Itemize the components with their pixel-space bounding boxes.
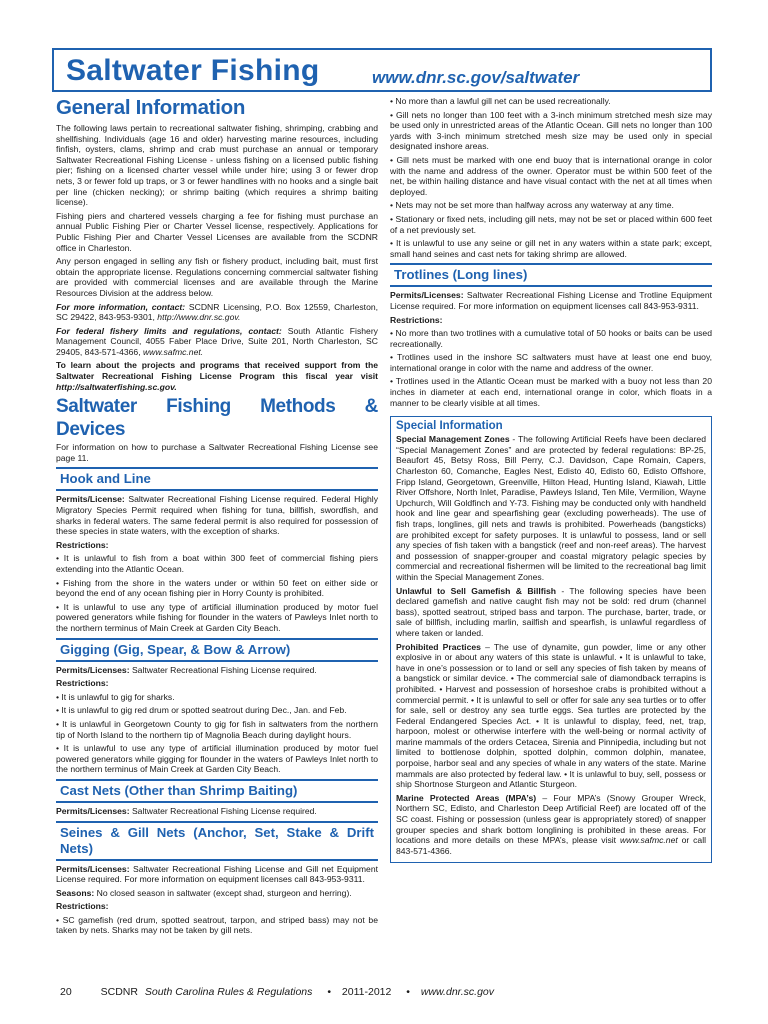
contact-label: For more information, contact: xyxy=(56,301,186,312)
permits-label: Permits/Licenses: xyxy=(56,805,130,816)
list-item: • Trotlines used in the Atlantic Ocean must be marked with a buoy not less than 20 inches in diameter at each end, international orange in color, which floats in a manner to be clearly visible at all times. xyxy=(390,376,712,408)
prohibited-label: Prohibited Practices xyxy=(396,641,481,652)
mpa-paragraph xyxy=(396,793,706,857)
section-title: Hook and Line xyxy=(60,471,151,487)
footer-bullet: • xyxy=(327,986,331,998)
federal-url-link[interactable]: www.safmc.net. xyxy=(142,346,204,357)
section-title: Seines & Gill Nets (Anchor, Set, Stake & Drift Nets) xyxy=(60,824,374,856)
federal-text: South Atlantic Fishery Management Council, 4055 Faber Place Drive, Suite 201, North Charleston, SC 29405, 843-571-4366, xyxy=(56,325,378,357)
list-item: • Stationary or fixed nets, including gill nets, may not be set or placed within 600 feet of a net previously set. xyxy=(390,213,712,235)
contact-text: SCDNR Licensing, P.O. Box 12559, Charleston, SC 29422, 843-953-9301, xyxy=(56,301,379,323)
list-item: • Trotlines used in the inshore SC saltwaters must have at least one end buoy, international orange in color with the name and address of the owner. xyxy=(390,352,712,373)
list-item: • It is unlawful to fish from a boat within 300 feet of commercial fishing piers extending into the Atlantic Ocean. xyxy=(56,553,378,574)
restrictions-label: Restrictions: xyxy=(56,539,109,550)
methods-heading: Saltwater Fishing Methods & Devices xyxy=(56,396,378,441)
mpa-text: – Four MPA’s (Snowy Grouper Wreck, Northern SC, Edisto, and Charleston Deep Artificial Reef) are located off of the SC coast. Fishing or possession (unless gear is appropriately stored) of snapper grouper species and shark bottom longlining is prohibited in these areas. For locations and more details on these MPA’s, please visit xyxy=(396,792,706,846)
footer-website-link[interactable]: www.dnr.sc.gov xyxy=(420,986,495,998)
list-item: • It is unlawful to use any type of artificial illumination produced by motor fuel powered generators while fishing for flounder in the waters of Pawleys Inlet north to the northern terminus of Main Creek at Garden City Beach. xyxy=(56,601,378,633)
methods-note: For information on how to purchase a Saltwater Recreational Fishing License see page 11. xyxy=(56,442,378,463)
special-information-title: Special Information xyxy=(396,420,503,433)
mpa-url-link[interactable]: www.safmc.net xyxy=(619,835,678,846)
footer-bullet: • xyxy=(406,986,410,998)
left-column xyxy=(56,96,378,939)
restrictions-label: Restrictions: xyxy=(390,314,443,325)
list-item: • Fishing from the shore in the waters under or within 50 feet on either side or beyond the end of any ocean fishing pier in Horry County is prohibited. xyxy=(56,577,378,599)
permits-paragraph xyxy=(56,864,378,885)
section-header-gigging xyxy=(56,638,378,662)
header-banner xyxy=(52,48,712,92)
page-number: 20 xyxy=(60,986,72,998)
permits-label: Permits/Licenses: xyxy=(56,863,130,874)
general-paragraph: Any person engaged in selling any fish or fishery product, including bait, must first obtain the appropriate license. Regulations concerning commercial saltwater fishing are provided with commercial licenses and are available through the Marine Resources Division at the address below. xyxy=(56,256,378,298)
seasons-text: No closed season in saltwater (except shad, sturgeon and herring). xyxy=(94,887,352,898)
mpa-end-text: or call 843-571-4366. xyxy=(396,835,707,856)
list-item: • It is unlawful to gig for sharks. xyxy=(56,691,175,702)
smz-label: Special Management Zones xyxy=(396,434,510,445)
list-item: • Gill nets must be marked with one end buoy that is international orange in color with the name and address of the owner. Operator must be within 500 feet of the net, be within hailing distance and have visual contact with the net at all times when deployed. xyxy=(390,154,712,197)
list-item: • It is unlawful to use any seine or gill net in any waters within a state park; except, small hand seines and cast nets for taking shrimp are allowed. xyxy=(390,238,712,259)
list-item: • No more than a lawful gill net can be used recreationally. xyxy=(390,96,611,106)
list-item: • Gill nets no longer than 100 feet with a 3-inch minimum stretched mesh size may be used only in unrestricted areas of the Atlantic Ocean. Gill nets no longer than 100 yards with 3-inch minimum stretched mesh size may be used only in special designated inshore areas. xyxy=(390,109,712,152)
seasons-label: Seasons: xyxy=(56,887,95,898)
mpa-label: Marine Protected Areas (MPA’s) xyxy=(396,792,537,803)
learn-url-link[interactable]: http://saltwaterfishing.sc.gov. xyxy=(56,381,177,392)
permits-paragraph xyxy=(56,494,378,536)
permits-paragraph xyxy=(390,290,712,311)
prohibited-text: – The use of dynamite, gun powder, lime or any other explosive in or about any waters of this state is unlawful. • It is unlawful to take, have in one’s possession or to land or sell any species of fish taken by means of a bangstick or similar device. • The commercial sale of diamondback terrapins is prohibited. • Harvest and possession of horseshoe crabs is prohibited without a commercial permit. • It is unlawful to sell or offer for sale any sea turtles or to offer for sale, sell or destroy any sea turtle eggs. Sea turtles are protected by the Federal Endangered Species Act. • It is unlawful to display, feed, net, trap, harpoon, molest or otherwise interfere with the well-being or normal activity of marine mammals of the orders Cetacea, Sirenia and Pinnipedia, including but not limited to bottlenose dolphin, spotted dolphin, common dolphin, manatee, porpoise, harbor seal and any species of whale in any waters of the state. Marine mammals are also protected by federal law. • It is unlawful to buy, sell, possess or ship Shortnose Sturgeon and Atlantic Sturgeon. xyxy=(396,641,706,790)
list-item: • Nets may not be set more than halfway across any waterway at any time. xyxy=(390,200,674,211)
permits-paragraph xyxy=(56,806,378,817)
page-footer xyxy=(60,986,498,998)
restrictions-label: Restrictions: xyxy=(56,678,109,689)
general-paragraph: Fishing piers and chartered vessels charging a fee for fishing must purchase an annual Public Fishing Pier or Charter Vessel license, respectively. Applications for Public Fishing Pier and Charter Vessel Licenses are available from the SCDNR office in Charleston. xyxy=(56,210,378,253)
restrictions-label: Restrictions: xyxy=(56,901,109,912)
page xyxy=(52,48,716,998)
page-title: Saltwater Fishing xyxy=(66,54,320,87)
list-item: • SC gamefish (red drum, spotted seatrout, tarpon, and striped bass) may not be taken by nets. Sharks may not be taken by gill nets. xyxy=(56,914,378,936)
section-title: Gigging (Gig, Spear, & Bow & Arrow) xyxy=(60,641,291,657)
permits-text: Saltwater Recreational Fishing License required. xyxy=(129,805,317,816)
contact-paragraph xyxy=(56,302,378,323)
permits-paragraph xyxy=(56,665,378,676)
permits-label: Permits/License: xyxy=(56,494,125,505)
general-information-heading: General Information xyxy=(56,96,246,119)
permits-label: Permits/Licenses: xyxy=(390,290,464,301)
section-header-seines-gill-nets xyxy=(56,821,378,861)
sell-paragraph xyxy=(396,586,706,639)
section-header-hook-and-line xyxy=(56,467,378,491)
list-item: • It is unlawful to gig red drum or spotted seatrout during Dec., Jan. and Feb. xyxy=(56,705,347,716)
list-item: • No more than two trotlines with a cumulative total of 50 hooks or baits can be used recreationally. xyxy=(390,328,712,349)
section-title: Cast Nets (Other than Shrimp Baiting) xyxy=(60,782,298,798)
list-item: • It is unlawful to use any type of artificial illumination produced by motor fuel powered generators while gigging for flounder in the waters of Pawleys Inlet north to the northern terminus of Main Creek at Garden City Beach. xyxy=(56,743,378,775)
section-title: Trotlines (Long lines) xyxy=(394,267,528,283)
federal-paragraph xyxy=(56,326,378,358)
section-header-trotlines xyxy=(390,263,712,287)
right-column xyxy=(390,96,712,863)
special-information-box xyxy=(390,416,712,863)
footer-publication: South Carolina Rules & Regulations xyxy=(144,986,313,998)
sell-text: - The following species have been declared gamefish and native caught fish may not be sold: red drum (channel bass), spotted seatrout, striped bass and tarpon. The purchase, barter, trade, or sale of billfish, including marlin, sailfish and spearfish, is unlawful regardless of where taken or landed. xyxy=(396,585,706,638)
list-item: • It is unlawful in Georgetown County to gig for fish in saltwaters from the northern tip of North Island to the northern tip of Magnolia Beach during daylight hours. xyxy=(56,718,378,740)
permits-label: Permits/Licenses: xyxy=(56,664,130,675)
permits-text: Saltwater Recreational Fishing License and Gill net Equipment License required. For more information on equipment licenses call 843-953-9311. xyxy=(56,863,378,885)
contact-url-link[interactable]: http://www.dnr.sc.gov. xyxy=(157,312,241,323)
seasons-paragraph xyxy=(56,888,378,899)
smz-text: - The following Artificial Reefs have been declared “Special Management Zones” and are protected by federal regulations: BP-25, Beaufort 45, Betsy Ross, Bill Perry, C.J. Davidson, Cape Romain, Capers, Charleston 60, Comanche, Eagles Nest, Edisto 40, Edisto 60, Edisto Offshore, Fripp Island, Georgetown, Greenville, Hilton Head, Hunting Island, Kiawah, Little River Offshore, North Inlet, Paradise, Pawleys Island, Ten Mile, Vermilion, Wayne Upchurch, Will Goldfinch and Y-73. Fishing may be conducted only with handheld hook and line gear and spearfishing gear (excluding powerheads). The use of fish traps, longlines, gill nets and trawls is prohibited. Powerheads (bangsticks) are prohibited except for safety purposes. It is unlawful to possess, land or sell any species of fish taken with a bangstick (reef and non-reef areas). The harvest and possession of snapper-grouper and coastal migratory pelagic species by commercial and recreational fishermen will be limited to the recreational bag limit within the Special Management Zones. xyxy=(396,434,706,582)
general-paragraph: The following laws pertain to recreational saltwater fishing, shrimping, crabbing and shellfishing. Individuals (age 16 and older) harvesting marine resources, including finfish, oysters, clams, shrimp and crab must purchase an annual or temporary Saltwater Recreational Fishing License - unless fishing on a licensed public fishing pier; fishing on a licensed charter vessel while under hire; using 3 or fewer drop nets, 3 or fewer fold up traps, or 3 or fewer handlines with no hooks and a single bait per line (chicken necking); or shrimp baiting (which requires a shrimp baiting license). xyxy=(56,123,378,208)
section-header-cast-nets xyxy=(56,779,378,803)
footer-years: 2011-2012 xyxy=(341,986,392,998)
sell-label: Unlawful to Sell Gamefish & Billfish xyxy=(396,585,557,596)
permits-text: Saltwater Recreational Fishing License and Trotline Equipment License required. For more information on equipment licenses call 843-953-9311. xyxy=(390,290,712,311)
permits-text: Saltwater Recreational Fishing License required. xyxy=(129,664,317,675)
federal-label: For federal fishery limits and regulations, contact: xyxy=(56,325,282,336)
learn-paragraph xyxy=(56,360,378,392)
header-url-link[interactable]: www.dnr.sc.gov/saltwater xyxy=(372,68,580,87)
footer-agency: SCDNR xyxy=(100,986,138,998)
learn-text: To learn about the projects and programs that received support from the Saltwater Recreational Fishing License Program this fiscal year visit xyxy=(56,360,378,382)
permits-text: Saltwater Recreational Fishing License required. Federal Highly Migratory Species Permit required when fishing for tuna, billfish, swordfish, and sharks in federal waters. The same federal permit is also required for possession of these species in state waters, with the exception of sharks. xyxy=(56,494,378,537)
prohibited-paragraph xyxy=(396,642,706,790)
smz-paragraph xyxy=(396,434,706,582)
